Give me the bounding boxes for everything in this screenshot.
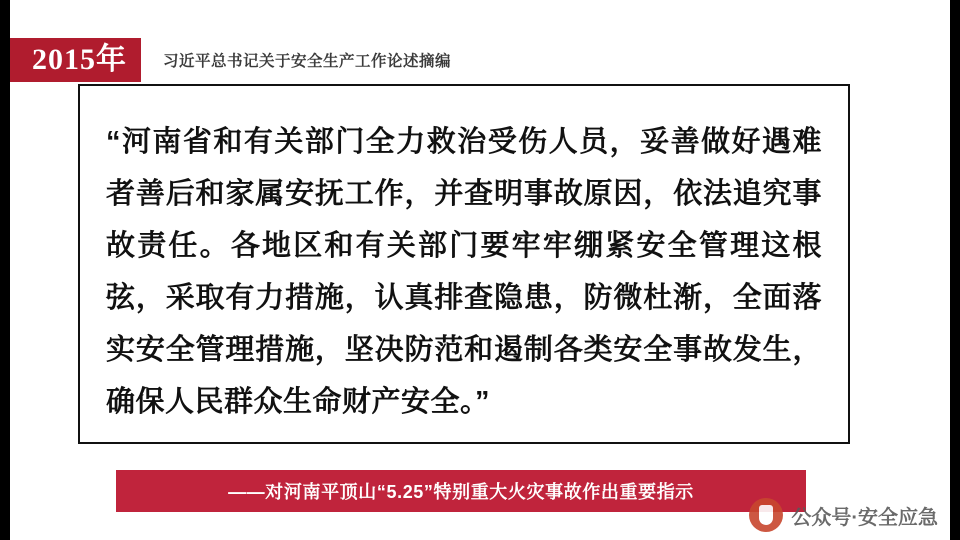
slide-header [10, 38, 451, 82]
caption-text: ——对河南平顶山“5.25”特别重大火灾事故作出重要指示 [228, 482, 694, 502]
safety-emergency-logo-icon [749, 498, 783, 532]
right-edge-bar [950, 0, 960, 540]
quote-box [78, 84, 850, 444]
caption-bar [116, 470, 806, 512]
quote-text: “河南省和有关部门全力救治受伤人员，妥善做好遇难者善后和家属安抚工作，并查明事故原因，依法追究事故责任。各地区和有关部门要牢牢绷紧安全管理这根弦，采取有力措施，认真排查隐患，防微杜渐，全面落实安全管理措施，坚决防范和遏制各类安全事故发生，确保人民群众生命财产安全。” [106, 126, 822, 418]
year-badge: 2015年 [10, 38, 141, 82]
header-subtitle: 习近平总书记关于安全生产工作论述摘编 [163, 53, 452, 70]
watermark-text: 公众号·安全应急 [791, 506, 938, 529]
watermark [749, 498, 938, 532]
left-edge-bar [0, 0, 10, 540]
